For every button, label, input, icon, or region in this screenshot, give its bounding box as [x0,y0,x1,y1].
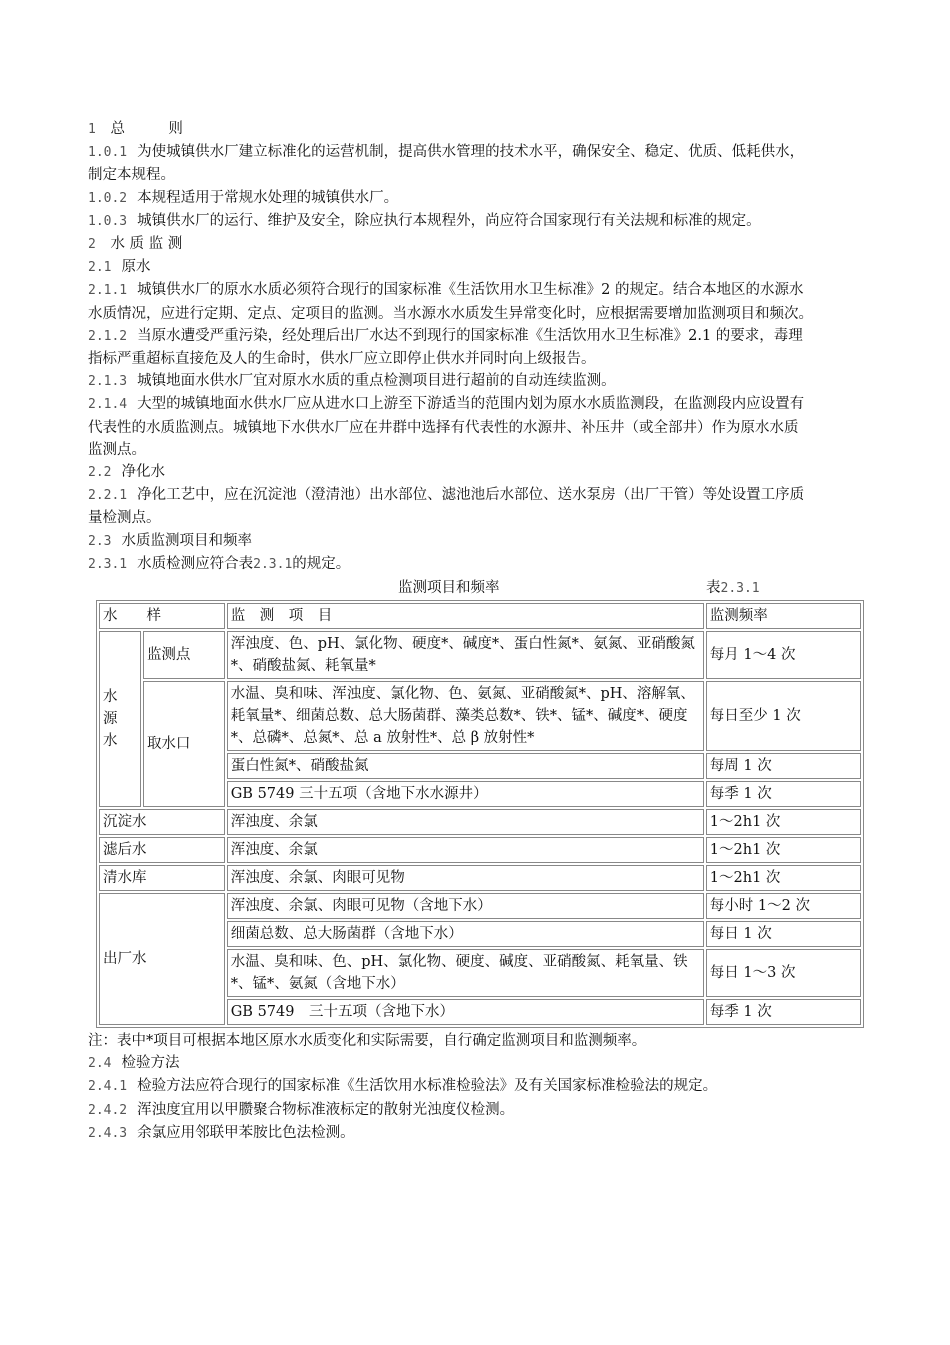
clause-2-1-3: 2.1.3 城镇地面水供水厂宜对原水水质的重点检测项目进行超前的自动连续监测。 [88,373,616,390]
clause-1-0-2: 1.0.2 本规程适用于常规水处理的城镇供水厂。 [88,189,399,206]
table-note: 注：表中*项目可根据本地区原水水质变化和实际需要，自行确定监测项目和监测频率。 [88,1033,647,1050]
clause-2-1-1: 2.1.1 城镇供水厂的原水水质必须符合现行的国家标准《生活饮用水卫生标准》2 的规定。结合本地区的水源水 水质情况，应进行定期、定点、定项目的监测。当水源水水质发生异常变化时，应根据需要增加监测项目和频次。 [88,282,813,322]
finished-items-2: 细菌总数、总大肠菌群（含地下水） [227,921,704,947]
table-row [99,865,861,891]
clause-2-4-1: 2.4.1 检验方法应符合现行的国家标准《生活饮用水标准检验法》及有关国家标准检验法的规定。 [88,1078,718,1095]
filtered-water-label: 滤后水 [99,837,225,863]
monitoring-point-items: 浑浊度、色、pH、氯化物、硬度*、碱度*、蛋白性氮*、氨氮、亚硝酸氮*、硝酸盐氮、耗氧量* [227,631,704,679]
table-row [99,681,861,751]
intake-items-3: GB 5749 三十五项（含地下水水源井） [227,781,704,807]
finished-items-1: 浑浊度、余氯、肉眼可见物（含地下水） [227,893,704,919]
finished-items-4: GB 5749 三十五项（含地下水） [227,999,704,1025]
section-2-3-heading: 2.3 水质监测项目和频率 [88,532,252,549]
raw-water-label: 水 源 水 [99,631,141,807]
clause-2-2-1: 2.2.1 净化工艺中，应在沉淀池（澄清池）出水部位、滤池池后水部位、送水泵房（出厂干管）等处设置工序质 量检测点。 [88,487,805,527]
settled-water-label: 沉淀水 [99,809,225,835]
clause-1-0-3: 1.0.3 城镇供水厂的运行、维护及安全，除应执行本规程外，尚应符合国家现行有关法规和标准的规定。 [88,212,761,229]
clearwell-frequency: 1～2h1 次 [706,865,861,891]
intake-items-2: 蛋白性氮*、硝酸盐氮 [227,753,704,779]
section-2-2-heading: 2.2 净化水 [88,464,165,481]
clearwell-items: 浑浊度、余氯、肉眼可见物 [227,865,704,891]
header-frequency: 监测频率 [706,603,861,629]
clause-2-4-2: 2.4.2 浑浊度宜用以甲臜聚合物标准液标定的散射光浊度仪检测。 [88,1101,515,1118]
monitoring-table [96,600,864,1028]
section-1-heading: 1 总 则 [88,121,183,137]
filtered-water-items: 浑浊度、余氯 [227,837,704,863]
settled-water-items: 浑浊度、余氯 [227,809,704,835]
clause-2-4-3: 2.4.3 余氯应用邻联甲苯胺比色法检测。 [88,1124,355,1141]
finished-frequency-2: 每日 1 次 [706,921,861,947]
section-2-heading: 2 水 质 监 测 [88,236,183,253]
table-row [99,837,861,863]
document-page [88,118,866,1145]
settled-water-frequency: 1～2h1 次 [706,809,861,835]
table-row [99,809,861,835]
clause-2-1-2: 2.1.2 当原水遭受严重污染，经处理后出厂水达不到现行的国家标准《生活饮用水卫生标准》2.1 的要求，毒理 指标严重超标直接危及人的生命时，供水厂应立即停止供水并同时向上级报告。 [88,327,803,368]
clause-1-0-1: 1.0.1 为使城镇供水厂建立标准化的运营机制，提高供水管理的技术水平，确保安全、稳定、优质、低耗供水， 制定本规程。 [88,144,805,184]
section-2-1-heading: 2.1 原水 [88,259,151,276]
clearwell-label: 清水库 [99,865,225,891]
intake-label: 取水口 [143,681,225,807]
header-sample: 水 样 [99,603,225,629]
header-items: 监 测 项 目 [227,603,704,629]
intake-frequency-2: 每周 1 次 [706,753,861,779]
finished-items-3: 水温、臭和味、色、pH、氯化物、硬度、碱度、亚硝酸氮、耗氧量、铁*、锰*、氨氮（含地下水） [227,949,704,997]
filtered-water-frequency: 1～2h1 次 [706,837,861,863]
intake-frequency-3: 每季 1 次 [706,781,861,807]
monitoring-point-label: 监测点 [143,631,225,679]
table-number: 表2.3.1 [706,580,760,597]
monitoring-point-frequency: 每月 1～4 次 [706,631,861,679]
table-row [99,893,861,919]
table-header-row [99,603,861,629]
finished-frequency-3: 每日 1～3 次 [706,949,861,997]
table-row [99,631,861,679]
table-title: 监测项目和频率 [398,580,500,597]
clause-2-1-4: 2.1.4 大型的城镇地面水供水厂应从进水口上游至下游适当的范围内划为原水水质监测段，在监测段内应设置有 代表性的水质监测点。城镇地下水供水厂应在井群中选择有代表性的水源井、补压井（或全部井）作为原水水质 监测点。 [88,396,805,458]
clause-2-3-1: 2.3.1 水质检测应符合表2.3.1的规定。 [88,555,351,572]
table-caption [88,576,866,600]
intake-frequency-1: 每日至少 1 次 [706,681,861,751]
section-2-4-heading: 2.4 检验方法 [88,1055,180,1072]
intake-items-1: 水温、臭和味、浑浊度、氯化物、色、氨氮、亚硝酸氮*、pH、溶解氧、耗氧量*、细菌总数、总大肠菌群、藻类总数*、铁*、锰*、碱度*、硬度*、总磷*、总氮*、总 a 放射性*、总 β 放射性* [227,681,704,751]
finished-water-label: 出厂水 [99,893,225,1025]
finished-frequency-4: 每季 1 次 [706,999,861,1025]
finished-frequency-1: 每小时 1～2 次 [706,893,861,919]
